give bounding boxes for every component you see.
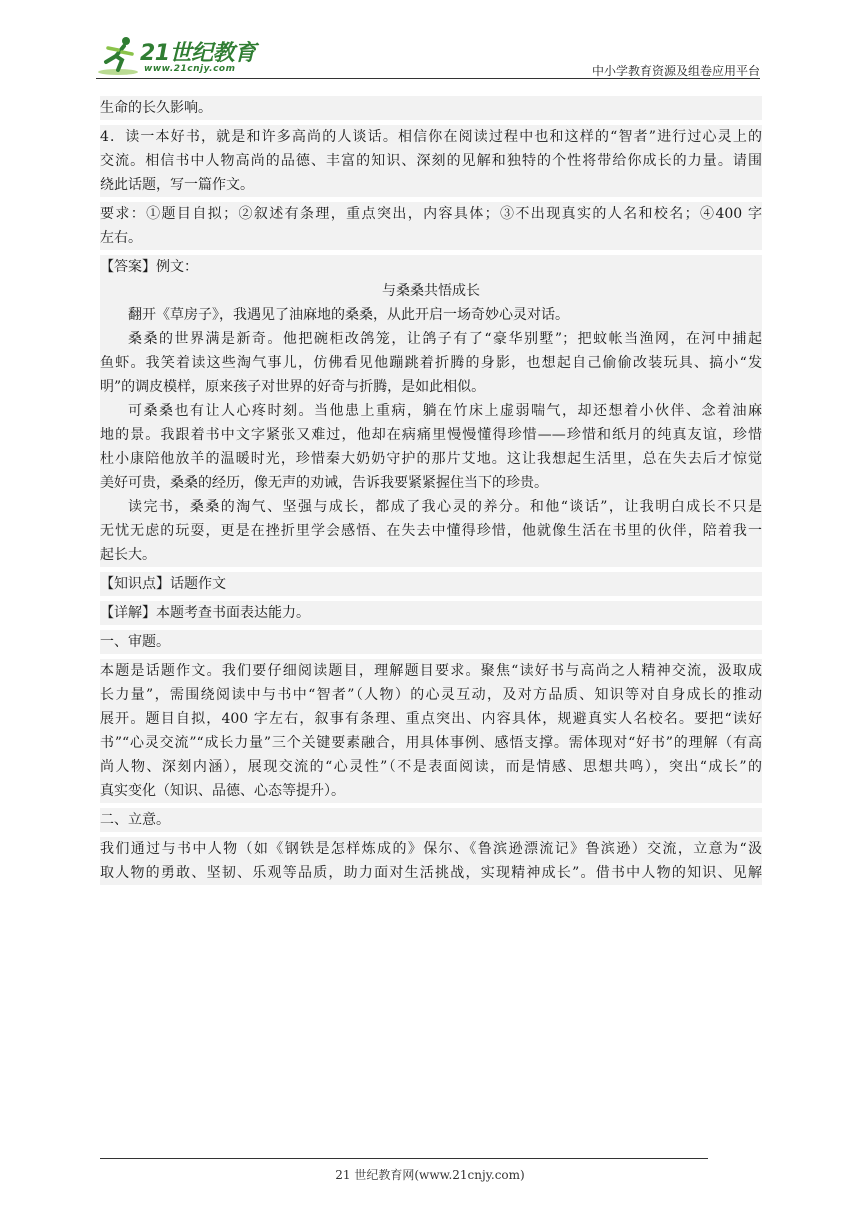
essay-line: 明”的调皮模样，原来孩子对世界的好奇与折腾，是如此相似。 xyxy=(100,379,486,395)
document-body xyxy=(100,96,762,885)
theme-line: 我们通过与书中人物（如《钢铁是怎样炼成的》保尔、《鲁滨逊漂流记》鲁滨逊）交流，立意为“汲 xyxy=(100,841,762,857)
essay-title: 与桑桑共悟成长 xyxy=(382,283,480,299)
page-header xyxy=(96,34,760,78)
knowledge-point-block xyxy=(100,572,762,596)
explanation-block xyxy=(100,601,762,625)
question-block xyxy=(100,125,762,197)
answer-label: 【答案】例文： xyxy=(100,259,198,275)
essay-line: 地的景。我跟着书中文字紧张又难过，他却在病痛里慢慢懂得珍惜——珍惜和纸月的纯真友谊，珍惜 xyxy=(100,427,762,443)
theme-line: 取人物的勇敢、坚韧、乐观等品质，助力面对生活挑战，实现精神成长”。借书中人物的知识、见解 xyxy=(100,865,762,881)
site-logo xyxy=(96,34,316,78)
section-heading: 一、审题。 xyxy=(100,634,170,650)
text-line: 生命的长久影响。 xyxy=(100,100,212,116)
theme-block xyxy=(100,837,762,885)
knowledge-point: 【知识点】话题作文 xyxy=(100,576,226,592)
essay-line: 无忧无虑的玩耍，更是在挫折里学会感悟、在失去中懂得珍惜，他就像生活在书里的伙伴，陪着我一 xyxy=(100,523,762,539)
review-block xyxy=(100,659,762,803)
section-review xyxy=(100,630,762,654)
essay-line: 翻开《草房子》，我遇见了油麻地的桑桑，从此开启一场奇妙心灵对话。 xyxy=(128,307,569,323)
review-line: 真实变化（知识、品德、心态等提升）。 xyxy=(100,783,345,799)
question-line: 交流。相信书中人物高尚的品德、丰富的知识、深刻的见解和独特的个性将带给你成长的力量。请围 xyxy=(100,153,762,169)
question-line: 绕此话题，写一篇作文。 xyxy=(100,177,254,193)
essay-line: 鱼虾。我笑着读这些淘气事儿，仿佛看见他蹦跳着折腾的身影，也想起自己偷偷改装玩具、搞小“发 xyxy=(100,355,762,371)
section-theme xyxy=(100,808,762,832)
logo-brand-text: 21世纪教育 xyxy=(140,41,256,66)
header-divider xyxy=(96,78,760,79)
section-heading: 二、立意。 xyxy=(100,812,170,828)
review-line: 尚人物、深刻内涵），展现交流的“心灵性”（不是表面阅读，而是情感、思想共鸣），突出“成长”的 xyxy=(100,759,762,775)
essay-line: 桑桑的世界满是新奇。他把碗柜改鸽笼，让鸽子有了“豪华别墅”；把蚊帐当渔网，在河中捕起 xyxy=(128,331,762,347)
requirements-block xyxy=(100,202,762,250)
review-line: 书”“心灵交流”“成长力量”三个关键要素融合，用具体事例、感悟支撑。需体现对“好书”的理解（有高 xyxy=(100,735,762,751)
essay-line: 起长大。 xyxy=(100,547,156,563)
logo-url-text: www.21cnjy.com xyxy=(144,64,236,74)
review-line: 长力量”，需围绕阅读中与书中“智者”（人物）的心灵互动，及对方品质、知识等对自身成长的推动 xyxy=(100,687,762,703)
question-line: 4．读一本好书，就是和许多高尚的人谈话。相信你在阅读过程中也和这样的“智者”进行过心灵上的 xyxy=(100,129,762,145)
essay-line: 杜小康陪他放羊的温暖时光，珍惜秦大奶奶守护的那片艾地。这让我想起生活里，总在失去后才惊觉 xyxy=(100,451,762,467)
essay-line: 读完书，桑桑的淘气、坚强与成长，都成了我心灵的养分。和他“谈话”，让我明白成长不只是 xyxy=(128,499,762,515)
page-footer: 21 世纪教育网(www.21cnjy.com) xyxy=(335,1168,525,1182)
answer-block xyxy=(100,255,762,567)
essay-line: 美好可贵，桑桑的经历，像无声的劝诫，告诉我要紧紧握住当下的珍贵。 xyxy=(100,475,548,491)
explanation-heading: 【详解】本题考查书面表达能力。 xyxy=(100,605,310,621)
requirement-line: 要求：①题目自拟；②叙述有条理，重点突出，内容具体；③不出现真实的人名和校名；④400 字 xyxy=(100,206,762,222)
runner-logo-icon xyxy=(96,34,142,78)
essay-line: 可桑桑也有让人心疼时刻。当他患上重病，躺在竹床上虚弱喘气，却还想着小伙伴、念着油麻 xyxy=(128,403,762,419)
review-line: 本题是话题作文。我们要仔细阅读题目，理解题目要求。聚焦“读好书与高尚之人精神交流，汲取成 xyxy=(100,663,762,679)
review-line: 展开。题目自拟，400 字左右，叙事有条理、重点突出、内容具体，规避真实人名校名。要把“读好 xyxy=(100,711,762,727)
platform-title: 中小学教育资源及组卷应用平台 xyxy=(591,64,760,78)
requirement-line: 左右。 xyxy=(100,230,142,246)
text-block-prev xyxy=(100,96,762,120)
footer-divider xyxy=(100,1158,708,1159)
